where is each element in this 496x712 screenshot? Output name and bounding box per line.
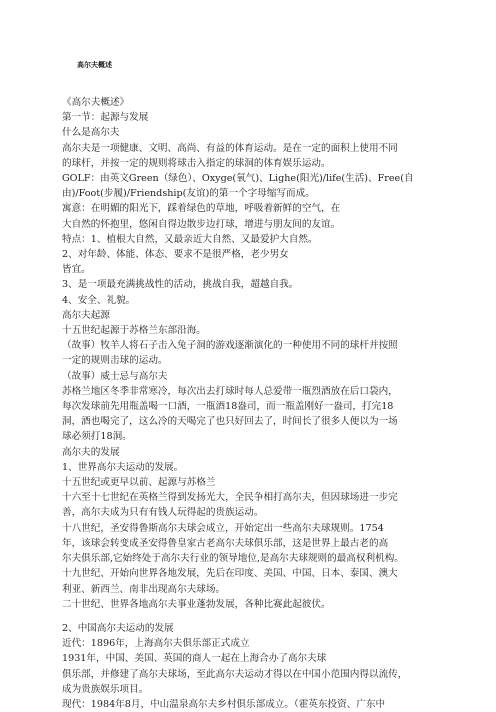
text-line: 苏格兰地区冬季非常寒冷，每次出去打球时每人总爱带一瓶烈酒放在后口袋内， [62,385,398,397]
subheading: 高尔夫的发展 [62,446,120,458]
text-line: 2、对年龄、体能、体态、要求不是很严格，老少男女 [62,249,289,261]
text-line: 俱乐部，并修建了高尔夫球场，至此高尔夫运动才得以在中国小范围内得以流传， [62,668,408,680]
text-line: 3、是一项最充满挑战性的活动，挑战自我，超越自我。 [62,279,299,291]
text-line: 1931年，中国、美国、英国的商人一起在上海合办了高尔夫球 [62,653,327,665]
subheading: 什么是高尔夫 [62,127,120,139]
text-line: 二十世纪、世界各地高尔夫事业蓬勃发展，各种比赛此起彼伏。 [62,598,331,610]
text-line: 的球杆，并按一定的规则将球击入指定的球洞的体育娱乐运动。 [62,157,331,169]
text-line: GOLF：由英文Green（绿色）、Oxyge(氧气)、Lighe(阳光)/life(生活)、Free(自 [62,173,414,185]
text-line: 近代：1896年，上海高尔夫俱乐部正式成立 [62,638,250,650]
text-line: 4、安全、礼貌。 [62,294,136,306]
page-header-title: 高尔夫概述 [77,61,112,69]
text-line: （故事）牧羊人将石子击入兔子洞的游戏逐渐演化的一种使用不同的球杆并按照 [62,340,398,352]
text-line: 由)/Foot(步履)/Friendship(友谊)的第一个字母缩写而成。 [62,188,315,200]
subheading: 2、中国高尔夫运动的发展 [62,622,174,634]
text-line: 一定的规则击球的运动。 [62,355,168,367]
text-line: 高尔夫是一项健康、文明、高尚、有益的体育运动。是在一定的面积上使用不同 [62,142,398,154]
text-line: 特点：1、植根大自然，又最亲近大自然、又最爱护大自然。 [62,233,318,245]
text-line: 洞，酒也喝完了，这么冷的天喝完了也只好回去了，时间长了很多人便以为一场 [62,416,398,428]
text-line: 善，高尔夫成为只有有钱人玩得起的贵族运动。 [62,507,264,519]
text-line: 现代：1984年8月，中山温泉高尔夫乡村俱乐部成立。（霍英东投资、广东中 [62,698,386,710]
text-line: 尔夫俱乐部,它始终处于高尔夫行业的领导地位,是高尔夫球规则的最高权利机构。 [62,553,404,565]
text-line: 大自然的怀抱里，悠闲自得边散步边打球，增进与朋友间的友谊。 [62,218,341,230]
text-line: 十九世纪、开始向世界各地发展，先后在印度、美国、中国、日本、泰国、澳大 [62,568,398,580]
text-line: 成为贵族娱乐项目。 [62,683,149,695]
text-line: 十五世纪或更早以前、起源与苏格兰 [62,477,216,489]
text-line: （故事）威士忌与高尔夫 [62,370,168,382]
text-line: 每次发球前先用瓶盖喝一口酒，一瓶酒18盎司，而一瓶盖刚好一盎司，打完18 [62,401,394,413]
section-heading: 第一节：起源与发展 [62,112,149,124]
text-line: 十五世纪起源于苏格兰东部沿海。 [62,325,206,337]
text-line: 球必须打18洞。 [62,431,132,443]
text-line: 寓意：在明媚的阳光下，踩着绿色的草地，呼吸着新鲜的空气，在 [62,203,341,215]
document-body [62,95,434,712]
text-line: 1、世界高尔夫运动的发展。 [62,461,184,473]
text-line: 十八世纪，圣安得鲁斯高尔夫球会成立，开始定出一些高尔夫球规则。1754 [62,522,384,534]
subheading: 高尔夫起源 [62,309,110,321]
text-line: 皆宜。 [62,264,91,276]
text-line: 利亚、新西兰、南非出现高尔夫球场。 [62,583,226,595]
document-title: 《高尔夫概述》 [62,97,130,108]
text-line: 十六至十七世纪在英格兰得到发扬光大，全民争相打高尔夫，但因球场进一步完 [62,492,398,504]
text-line: 年，该球会转变成圣安得鲁皇家古老高尔夫球俱乐部，这是世界上最古老的高 [62,537,389,549]
